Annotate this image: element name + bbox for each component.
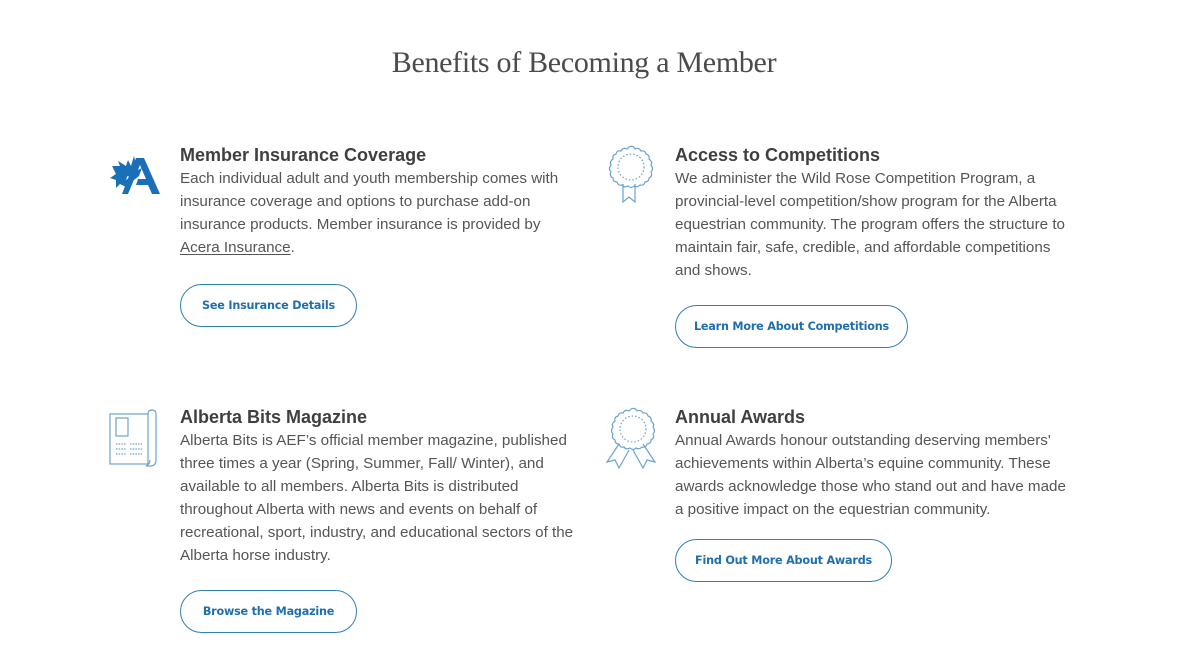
benefit-description: We administer the Wild Rose Competition Program, a provincial-level competition/show program for the Alberta equestrian community. The program offers the structure to maintain fair, safe, credible, and affordable competitions and shows. [675, 170, 1065, 279]
benefit-awards [675, 406, 1075, 521]
magazine-icon [106, 408, 166, 468]
benefit-description: Annual Awards honour outstanding deserving members' achievements within Alberta’s equine community. These awards acknowledge those who stand out and have made a positive impact on the equestrian community. [675, 432, 1066, 518]
benefit-description: Alberta Bits is AEF’s official member magazine, published three times a year (Spring, Summer, Fall/ Winter), and available to all members. Alberta Bits is distributed throughout Alberta with news and events on behalf of recreational, sport, industry, and educational sectors of the Alberta horse industry. [180, 432, 574, 564]
browse-magazine-button[interactable]: Browse the Magazine [180, 590, 357, 633]
acera-insurance-link[interactable]: Acera Insurance [180, 239, 291, 256]
award-ribbon-icon [603, 144, 663, 204]
benefit-title: Annual Awards [675, 407, 806, 427]
benefit-title: Access to Competitions [675, 145, 881, 165]
see-insurance-details-button[interactable]: See Insurance Details [180, 284, 357, 327]
rosette-award-icon [601, 406, 661, 466]
benefit-competitions [675, 144, 1075, 282]
benefit-magazine [180, 406, 580, 567]
alberta-maple-a-logo-icon [106, 144, 166, 204]
page-title: Benefits of Becoming a Member [391, 46, 777, 79]
benefit-title: Member Insurance Coverage [180, 145, 427, 165]
benefit-description: Each individual adult and youth membership comes with insurance coverage and options to purchase add-on insurance products. Member insurance is provided by Acera Insurance. [180, 170, 559, 256]
benefit-title: Alberta Bits Magazine [180, 407, 368, 427]
benefit-insurance [180, 144, 575, 259]
find-out-more-awards-button[interactable]: Find Out More About Awards [675, 539, 892, 582]
learn-more-competitions-button[interactable]: Learn More About Competitions [675, 305, 908, 348]
